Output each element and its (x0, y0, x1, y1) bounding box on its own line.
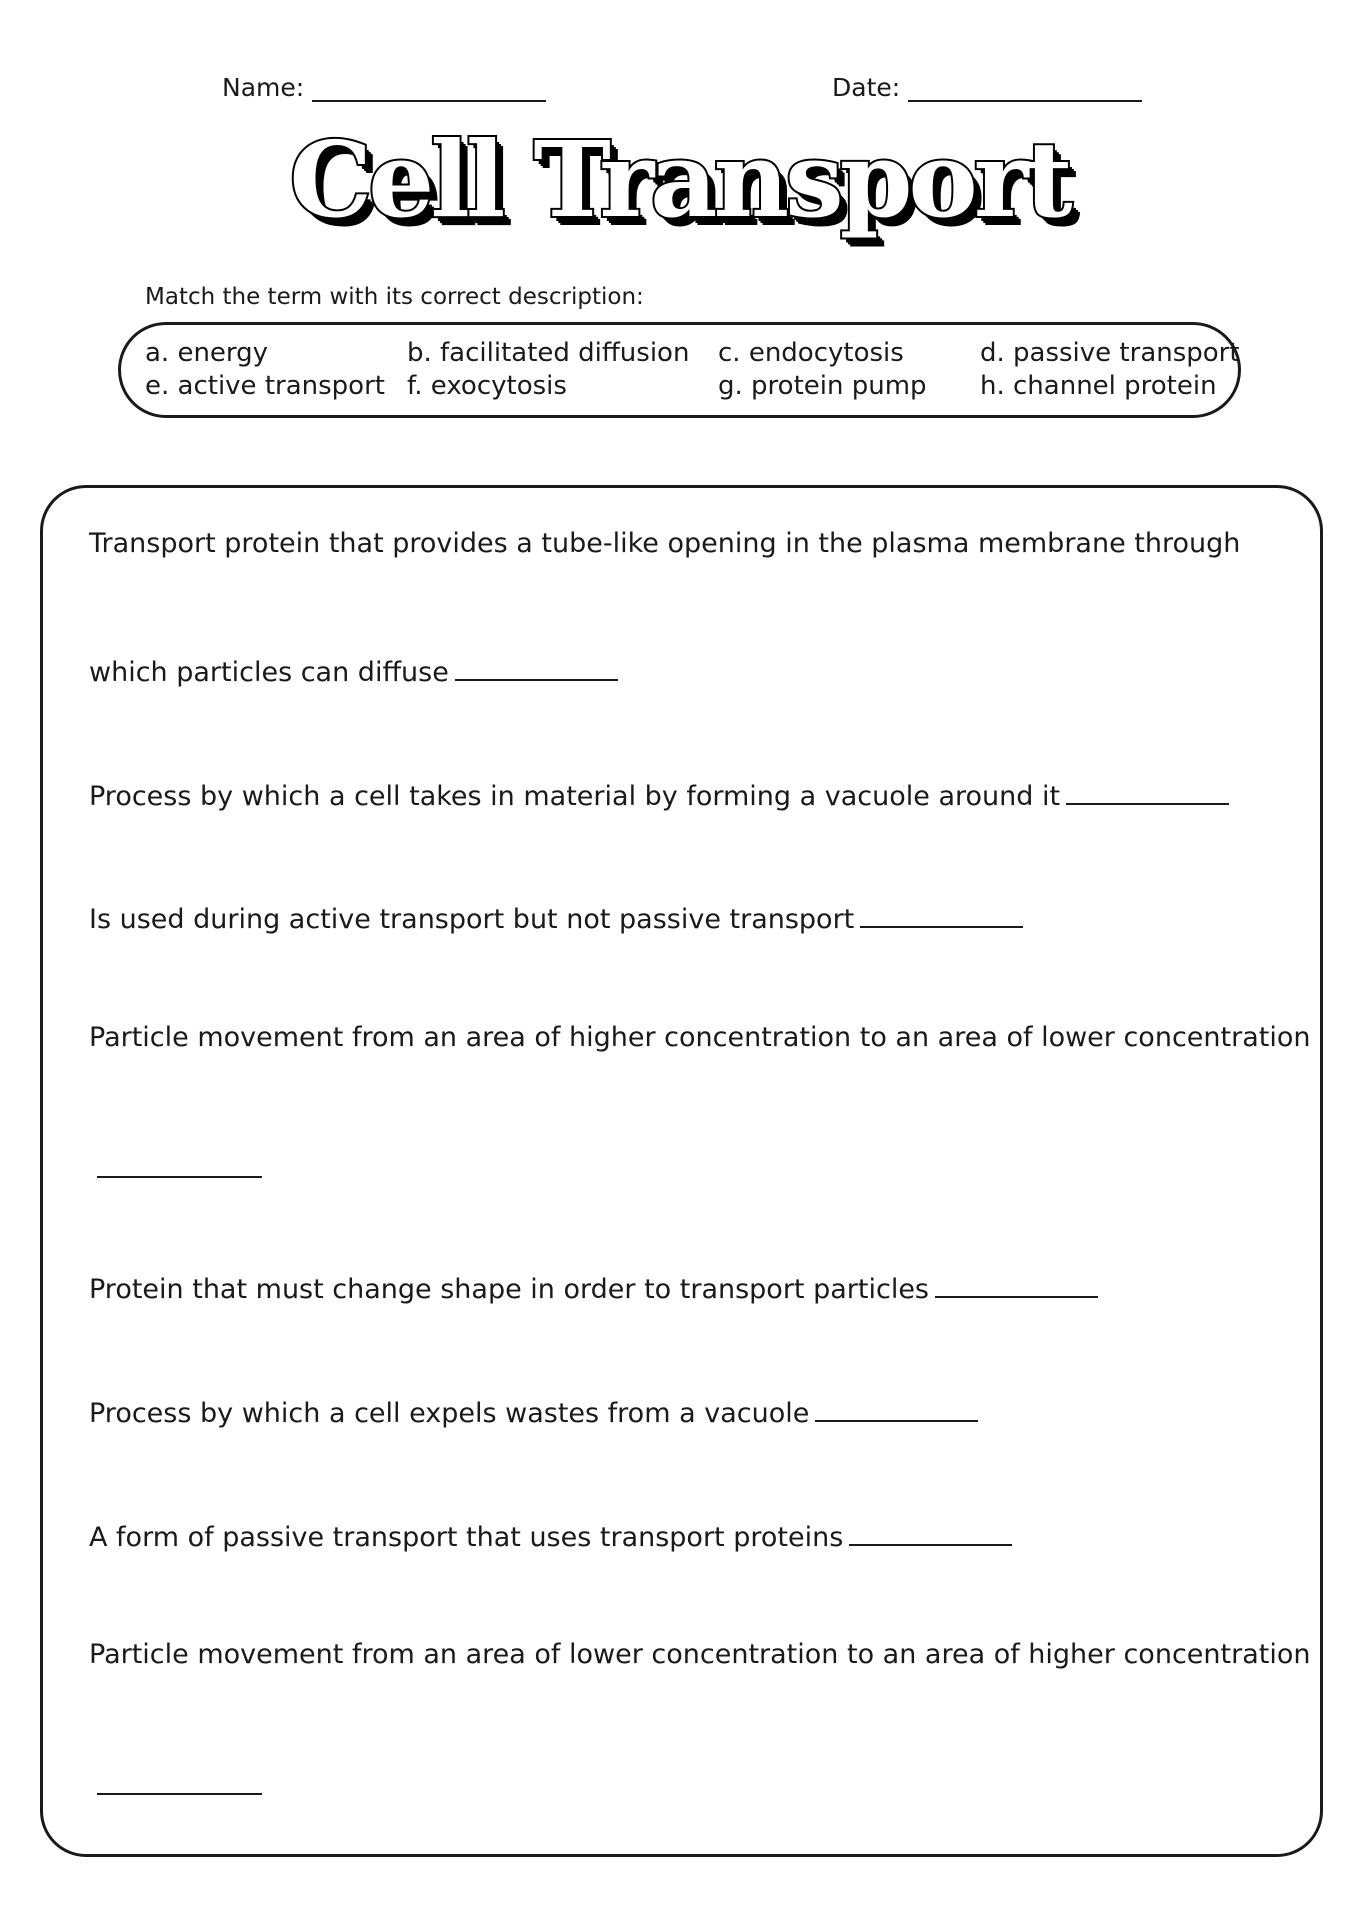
question-6: Process by which a cell expels wastes from a vacuole (89, 1398, 810, 1429)
word-bank-item: a. energy (145, 338, 269, 368)
question-text (89, 777, 1229, 810)
question-text (89, 1394, 978, 1427)
page-title: Cell Transport (289, 118, 1069, 241)
question-2: Process by which a cell takes in material by forming a vacuole around it (89, 781, 1061, 812)
word-bank-item: h. channel protein (980, 371, 1217, 401)
name-label: Name: (222, 73, 305, 102)
question-1-line-1: Transport protein that provides a tube-like opening in the plasma membrane through (89, 528, 1241, 559)
name-field (222, 72, 546, 102)
word-bank-item: f. exocytosis (407, 371, 567, 401)
question-text (89, 1518, 1012, 1551)
answer-blank[interactable] (935, 1270, 1098, 1298)
instruction-text: Match the term with its correct description: (145, 284, 644, 310)
date-label: Date: (832, 73, 901, 102)
answer-blank[interactable] (97, 1793, 262, 1795)
name-blank[interactable] (312, 72, 546, 102)
answer-blank[interactable] (455, 653, 618, 681)
question-text (89, 1270, 1098, 1303)
question-text (89, 1024, 1310, 1051)
answer-blank[interactable] (815, 1394, 978, 1422)
question-1-line-2: which particles can diffuse (89, 657, 449, 688)
word-bank-item: b. facilitated diffusion (407, 338, 690, 368)
word-bank-item: d. passive transport (980, 338, 1240, 368)
question-4: Particle movement from an area of higher concentration to an area of lower concentration (89, 1022, 1311, 1053)
question-5: Protein that must change shape in order to transport particles (89, 1274, 929, 1305)
word-bank (118, 322, 1241, 418)
answer-blank[interactable] (97, 1176, 262, 1178)
date-blank[interactable] (908, 72, 1142, 102)
question-text (89, 900, 1023, 933)
question-3: Is used during active transport but not passive transport (89, 904, 855, 935)
question-7: A form of passive transport that uses transport proteins (89, 1522, 844, 1553)
question-8: Particle movement from an area of lower concentration to an area of higher concentration (89, 1639, 1311, 1670)
word-bank-item: g. protein pump (718, 371, 927, 401)
date-field (832, 72, 1142, 102)
answer-blank[interactable] (860, 900, 1023, 928)
word-bank-item: c. endocytosis (718, 338, 904, 368)
answer-blank[interactable] (1066, 777, 1229, 805)
answer-blank[interactable] (849, 1518, 1012, 1546)
question-text (89, 653, 618, 686)
word-bank-item: e. active transport (145, 371, 385, 401)
question-text (89, 530, 1240, 557)
question-text (89, 1641, 1310, 1668)
